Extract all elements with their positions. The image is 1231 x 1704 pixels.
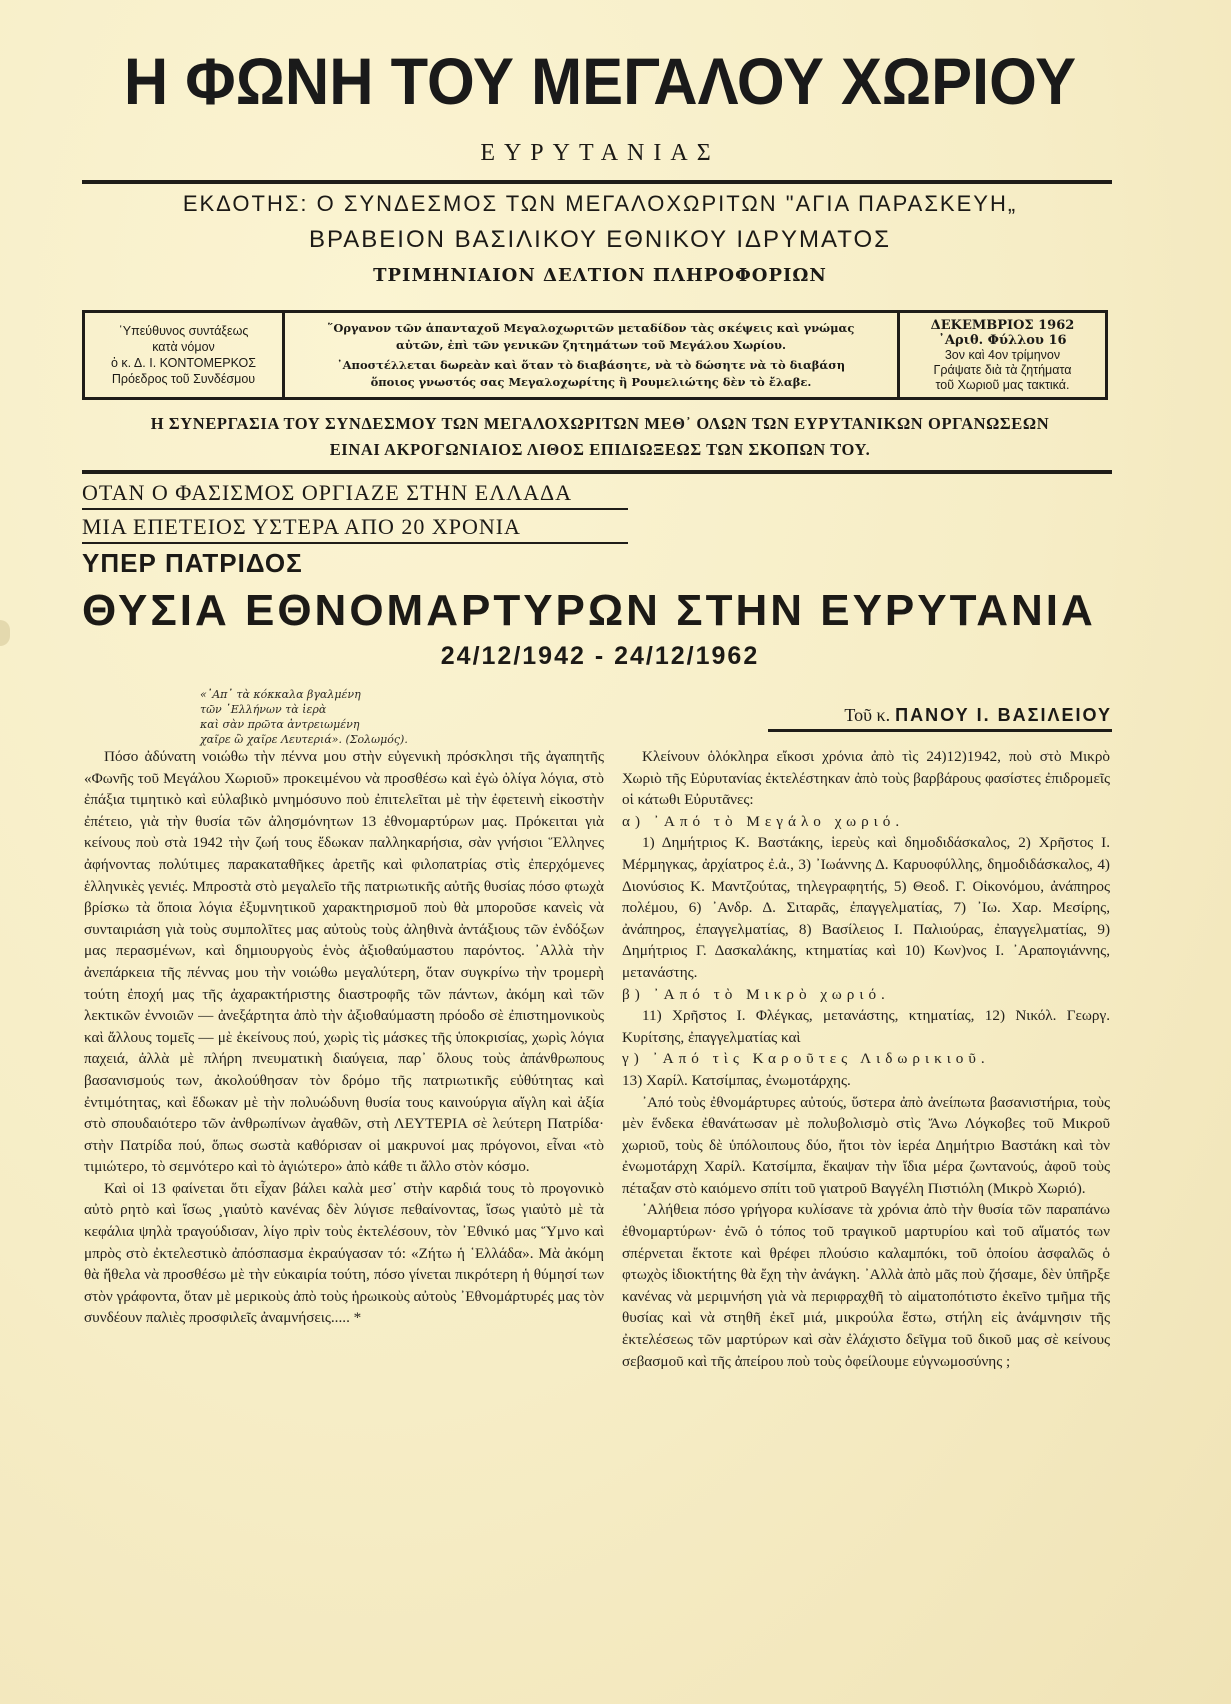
- purpose-line: ὅποιος γνωστός σας Μεγαλοχωρίτης ἢ Ρουμελιώτης δὲν τὸ ἔλαβε.: [370, 374, 812, 389]
- kicker-2: ΜΙΑ ΕΠΕΤΕΙΟΣ ΥΣΤΕΡΑ ΑΠΟ 20 ΧΡΟΝΙΑ: [82, 514, 628, 544]
- editor-line: ῾Υπεύθυνος συντάξεως: [118, 324, 249, 338]
- editor-line: κατὰ νόμον: [152, 340, 215, 354]
- masthead-title: Η ΦΩΝΗ ΤΟΥ ΜΕΓΑΛΟΥ ΧΩΡΙΟΥ: [123, 44, 1077, 118]
- section-heading-a: α) ᾿Από τὸ Μεγάλο χωριό.: [622, 812, 905, 830]
- purpose-line: αὐτῶν, ἐπὶ τῶν γενικῶν ζητημάτων τοῦ Μεγάλου Χωρίου.: [395, 337, 787, 352]
- masthead-subtitle: ΕΥΡΥΤΑΝΙΑΣ: [480, 140, 720, 166]
- punch-hole: [0, 620, 10, 646]
- victims-list-b: 11) Χρῆστος Ι. Φλέγκας, μετανάστης, κτηματίας, 12) Νικόλ. Γεωργ. Κυρίτσης, ἐπαγγελματίας καὶ: [622, 1007, 1110, 1046]
- article-dates: 24/12/1942 - 24/12/1962: [440, 642, 760, 670]
- divider: [82, 470, 1112, 474]
- paragraph: ᾿Αλήθεια πόσο γρήγορα κυλίσανε τὰ χρόνια ἀπὸ τὴν θυσία τῶν παραπάνω ἐθνομαρτύρων· ἐνῶ ὁ τόπος τοῦ τραγικοῦ μαρτυρίου καὶ τοῦ αἵματός των σπέρνεται ἔκτοτε καὶ θρέφει πλούσιο καλαμπόκι, τοῦ ὁποίου ἀσφαλῶς ὁ φτωχὸς ἰδιοκτήτης θὰ ἔχη τὴν ἀνάγκη. ᾿Αλλὰ ἀπὸ μᾶς ποὺ ζήσαμε, δὲν ὑπῆρξε κανένας νὰ μεριμνήση γιὰ νὰ περιφραχθῆ τὸ αἱματοπότιστο ἐκεῖνο τμῆμα τῆς θυσίας καὶ νὰ στηθῆ ἐκεῖ μιά, μικρούλα ἔστω, στήλη εἰς ἀνάμνησιν τῆς ἐκτελέσεως τῶν μαρτύρων καὶ σὰν ἐλάχιστο δεῖγμα τοῦ δικοῦ μας σὲ κείνους σεβασμοῦ καὶ τῆς ἀπείρου ποὺ τοὺς ὀφείλουμε εὐγνωμοσύνης ;: [622, 1201, 1110, 1370]
- publisher-line: ΕΚΔΟΤΗΣ: Ο ΣΥΝΔΕΣΜΟΣ ΤΩΝ ΜΕΓΑΛΟΧΩΡΙΤΩΝ "ΑΓΙΑ ΠΑΡΑΣΚΕΥΗ„: [182, 191, 1018, 216]
- epigraph-line: χαῖρε ὢ χαῖρε Λευτεριά». (Σολωμός).: [200, 733, 408, 746]
- section-heading-b: β) ᾿Από τὸ Μικρὸ χωριό.: [622, 985, 890, 1003]
- issue-cell: [900, 313, 1105, 397]
- paragraph: Κλείνουν ὁλόκληρα εἴκοσι χρόνια ἀπὸ τὶς 24)12)1942, ποὺ στὸ Μικρὸ Χωριὸ τῆς Εὐρυτανίας ἐκτελέστηκαν ἀπὸ τοὺς βαρβάρους φασίστες ἐπιδρομεῖς οἱ κάτωθι Εὐρυτᾶνες:: [622, 748, 1110, 809]
- article-headline: ΘΥΣΙΑ ΕΘΝΟΜΑΡΤΥΡΩΝ ΣΤΗΝ ΕΥΡΥΤΑΝΙΑ: [82, 586, 1096, 635]
- editor-name: ὁ κ. Δ. Ι. ΚΟΝΤΟΜΕΡΚΟΣ: [111, 356, 256, 370]
- epigraph-line: καὶ σὰν πρῶτα ἀντρειωμένη: [200, 718, 360, 731]
- paragraph: Πόσο ἀδύνατη νοιώθω τὴν πέννα μου στὴν εὐγενικὴ πρόσκλησι τῆς ἀγαπητῆς «Φωνῆς τοῦ Μεγάλου Χωριοῦ» προκειμένου νὰ προσθέσω καὶ ἐγὼ ὀλίγα λόγια, στὸ ἐπάξια τιμητικὸ καὶ εὐλαβικὸ μνημόσυνο ποὺ ἐπιτελεῖται μὲ τὴν ἐφετεινὴ εἰκοστὴν ἐπέτειο, γιὰ τὴν θυσία τῶν ἀλησμόνητων 13 ἐθνομαρτύρων μας. Πρόκειται γιὰ κείνους ποὺ στὰ 1942 τὴν ζωή τους ἔδωκαν παλληκαρήσια, σὰν γνήσιοι Ἕλληνες ἀφήνοντας πολύτιμες παρακαταθῆκες ἀρετῆς καὶ φιλοπατρίας στὶς ἐπερχόμενες ἑλληνικὲς γενιές. Μπροστὰ στὸ μεγαλεῖο τῆς πατριωτικῆς αὐτῆς θυσίας πόσο φτωχὰ βρίσκω τὰ ὅποια λόγια ἐξυμνητικοῦ χαρακτηρισμοῦ ποὺ θὰ μποροῦσε κανεὶς νὰ συνταιριάση γιὰ τοὺς συμπολῖτες μας αὐτοὺς τοὺς ἀληθινὰ ἀντάξιους τῶν ἐνδόξων μας περασμένων, καὶ δημιουργοὺς ἑνὸς ἀξιοθαύμαστου παρόντος. ᾿Αλλὰ τὴν ἀνεπάρκεια τῆς πέννας μου τὴν νοιώθω μεγαλύτερη, ὅταν συγκρίνω τὴν τρομερὴ τούτη ἐποχή μας τῆς ἀχαρακτήριστης διαστροφῆς τῶν πάντων, ἀκόμη καὶ τῶν λεκτικῶν ἐννοιῶν — ἀνεξάρτητα ἀπὸ τὴν ἀξιοθαύμαστη πρόοδο σὲ ἐπιστημονικοὺς καὶ ἄλλους τομεῖς — μὲ ἐκείνους πού, χωρὶς τὶς μάσκες τῆς ὑποκρισίας, χωρὶς λόγια παχειά, ἀλλὰ μὲ πλήρη πνευματικὴ διαύγεια, παρ᾿ ὅλους τοὺς ἀπάνθρωπους βασανισμούς των, ἀκολούθησαν τὸν δρόμο τῆς πατριωτικῆς εὐθύτητας καὶ ἐντιμότητας, καὶ ἔδωκαν μὲ τὴν πολυώδυνη θυσία τους καινούργια αἴγλη καὶ ἀξία στὸ σπουδαιότερο τῶν ἀνθρωπίνων ἀγαθῶν, στὴ ΛΕΥΤΕΡΙΑ σὲ λεύτερη Πατρίδα· στὴν Πατρίδα πού, ὅπως σωστὰ καθόρισαν οἱ μακρυνοί μας πρόγονοι, εἶναι «τὸ τιμιώτερο, τὸ σεμνότερο καὶ τὸ ἁγιώτερο» ἀπὸ κάθε τι ἄλλο στὸν κόσμο.: [84, 748, 604, 1176]
- article-subheading: ΥΠΕΡ ΠΑΤΡΙΔΟΣ: [82, 548, 303, 578]
- purpose-line: ᾿Αποστέλλεται δωρεὰν καὶ ὅταν τὸ διαβάσητε, νὰ τὸ δώσητε νὰ τὸ διαβάση: [336, 357, 846, 372]
- motto-line: ΕΙΝΑΙ ΑΚΡΟΓΩΝΙΑΙΟΣ ΛΙΘΟΣ ΕΠΙΔΙΩΞΕΩΣ ΤΩΝ ΣΚΟΠΩΝ ΤΟΥ.: [329, 440, 871, 459]
- paragraph: Καὶ οἱ 13 φαίνεται ὅτι εἶχαν βάλει καλὰ μεσ᾿ στὴν καρδιά τους τὸ προγονικὸ αὐτὸ ρητὸ καὶ ἴσως ¸γιαὐτὸ κανένας δὲν λύγισε πεθαίνοντας, ἴσως γιαὐτὸ μὲ τὰ κεφάλια ψηλὰ τραγούδισαν, λίγο πρὶν τοὺς ἐκτελέσουν, τὸν ᾿Εθνικό μας Ὕμνο καὶ μπρὸς στὸ ἐκτελεστικὸ ἀπόσπασμα ἐκραύγασαν τό: «Ζήτω ἡ ῾Ελλάδα». Μὰ ἀκόμη θὰ ἤθελα νὰ προσθέσω μὲ τὴν εὐκαιρία τούτη, πόσο γίνεται πικρότερη ἡ θύμησί των στὸν γράφοντα, ὅταν μὲ μερικοὺς ἀπὸ τοὺς ἡρωικοὺς αὐτοὺς ᾿Εθνομάρτυρές μας τὸν συνδέουν παλιὲς προσφιλεῖς ἀναμνήσεις..... *: [84, 1179, 604, 1327]
- byline-prefix: Τοῦ κ.: [844, 705, 891, 725]
- award-line: ΒΡΑΒΕΙΟΝ ΒΑΣΙΛΙΚΟΥ ΕΘΝΙΚΟΥ ΙΔΡΥΜΑΤΟΣ: [309, 226, 891, 253]
- byline: [768, 705, 1112, 732]
- divider: [82, 180, 1112, 184]
- editor-line: Πρόεδρος τοῦ Συνδέσμου: [111, 372, 256, 386]
- issue-note: 3ον καὶ 4ον τρίμηνον: [944, 347, 1061, 362]
- purpose-line: ῞Οργανον τῶν ἁπανταχοῦ Μεγαλοχωριτῶν μεταδίδον τὰς σκέψεις καὶ γνώμας: [327, 320, 855, 335]
- byline-author: ΠΑΝΟΥ Ι. ΒΑΣΙΛΕΙΟΥ: [895, 705, 1112, 725]
- right-column: [622, 746, 1110, 1372]
- frequency-line: ΤΡΙΜΗΝΙΑΙΟΝ ΔΕΛΤΙΟΝ ΠΛΗΡΟΦΟΡΙΩΝ: [373, 265, 827, 286]
- victims-list-a: 1) Δημήτριος Κ. Βαστάκης, ἱερεὺς καὶ δημοδιδάσκαλος, 2) Χρῆστος Ι. Μέρμηγκας, ἀρχίατρος ἐ.ἀ., 3) ᾿Ιωάννης Δ. Καρυοφύλλης, δημοδιδάσκαλος, 4) Διονύσιος Κ. Μαντζούτας, τηλεγραφητής, 5) Θεοδ. Γ. Οἰκονόμου, ἀνάπηρος πολέμου, 6) ᾿Ανδρ. Δ. Σιταρᾶς, ἐπαγγελματίας, 7) ᾿Ιω. Χαρ. Μεσίρης, ἀνάπηρος, ἐπαγγελματίας, 8) Βασίλειος Ι. Παλιούρας, ἐπαγγελματίας, 9) Δημήτριος Γ. Δασκαλάκης, κτηματίας καὶ 10) Κων)νος Ι. ᾿Αραπογιάννης, μετανάστης.: [622, 834, 1110, 981]
- epigraph: [200, 687, 408, 747]
- editor-cell: [85, 313, 285, 397]
- issue-note: Γράψατε διὰ τὰ ζητήματα: [933, 362, 1072, 377]
- issue-note: τοῦ Χωριοῦ μας τακτικά.: [935, 377, 1070, 392]
- info-box: [82, 310, 1108, 400]
- purpose-cell: [285, 313, 900, 397]
- epigraph-line: «᾿Απ᾿ τὰ κόκκαλα βγαλμένη: [200, 688, 361, 701]
- left-column: [84, 746, 604, 1329]
- epigraph-line: τῶν ῾Ελλήνων τὰ ἱερὰ: [200, 703, 327, 716]
- victims-list-c: 13) Χαρίλ. Κατσίμπας, ἐνωμοτάρχης.: [622, 1071, 851, 1089]
- paragraph: ᾿Από τοὺς ἐθνομάρτυρες αὐτούς, ὕστερα ἀπὸ ἀνείπωτα βασανιστήρια, τοὺς μὲν ἕνδεκα ἐθανάτωσαν μὲ πολυβολισμὸ στὶς Ἄνω Λόγκοβες τοῦ Μικροῦ χωριοῦ, τοὺς δὲ ὑπόλοιπους δύο, ἤτοι τὸν ἱερέα Δημήτριο Βαστάκη καὶ τὸν ἐνωμοτάρχη Χαρίλ. Κατσίμπα, ἔκαψαν τὴν ἴδια μέρα ζωντανούς, ἀφοῦ τοὺς πέταξαν στὸ καιόμενο σπίτι τοῦ γιατροῦ Βαγγέλη Πιστιόλη (Μικρὸ Χωριό).: [622, 1093, 1110, 1197]
- motto-line: Η ΣΥΝΕΡΓΑΣΙΑ ΤΟΥ ΣΥΝΔΕΣΜΟΥ ΤΩΝ ΜΕΓΑΛΟΧΩΡΙΤΩΝ ΜΕΘ᾿ ΟΛΩΝ ΤΩΝ ΕΥΡΥΤΑΝΙΚΩΝ ΟΡΓΑΝΩΣΕΩΝ: [150, 414, 1050, 433]
- section-heading-c: γ) ᾿Από τὶς Καροῦτες Λιδωρικιοῦ.: [622, 1050, 990, 1068]
- issue-date: ΔΕΚΕΜΒΡΙΟΣ 1962: [930, 317, 1075, 333]
- issue-number: ᾿Αριθ. Φύλλου 16: [938, 332, 1067, 348]
- kicker-1: ΟΤΑΝ Ο ΦΑΣΙΣΜΟΣ ΟΡΓΙΑΖΕ ΣΤΗΝ ΕΛΛΑΔΑ: [82, 480, 628, 510]
